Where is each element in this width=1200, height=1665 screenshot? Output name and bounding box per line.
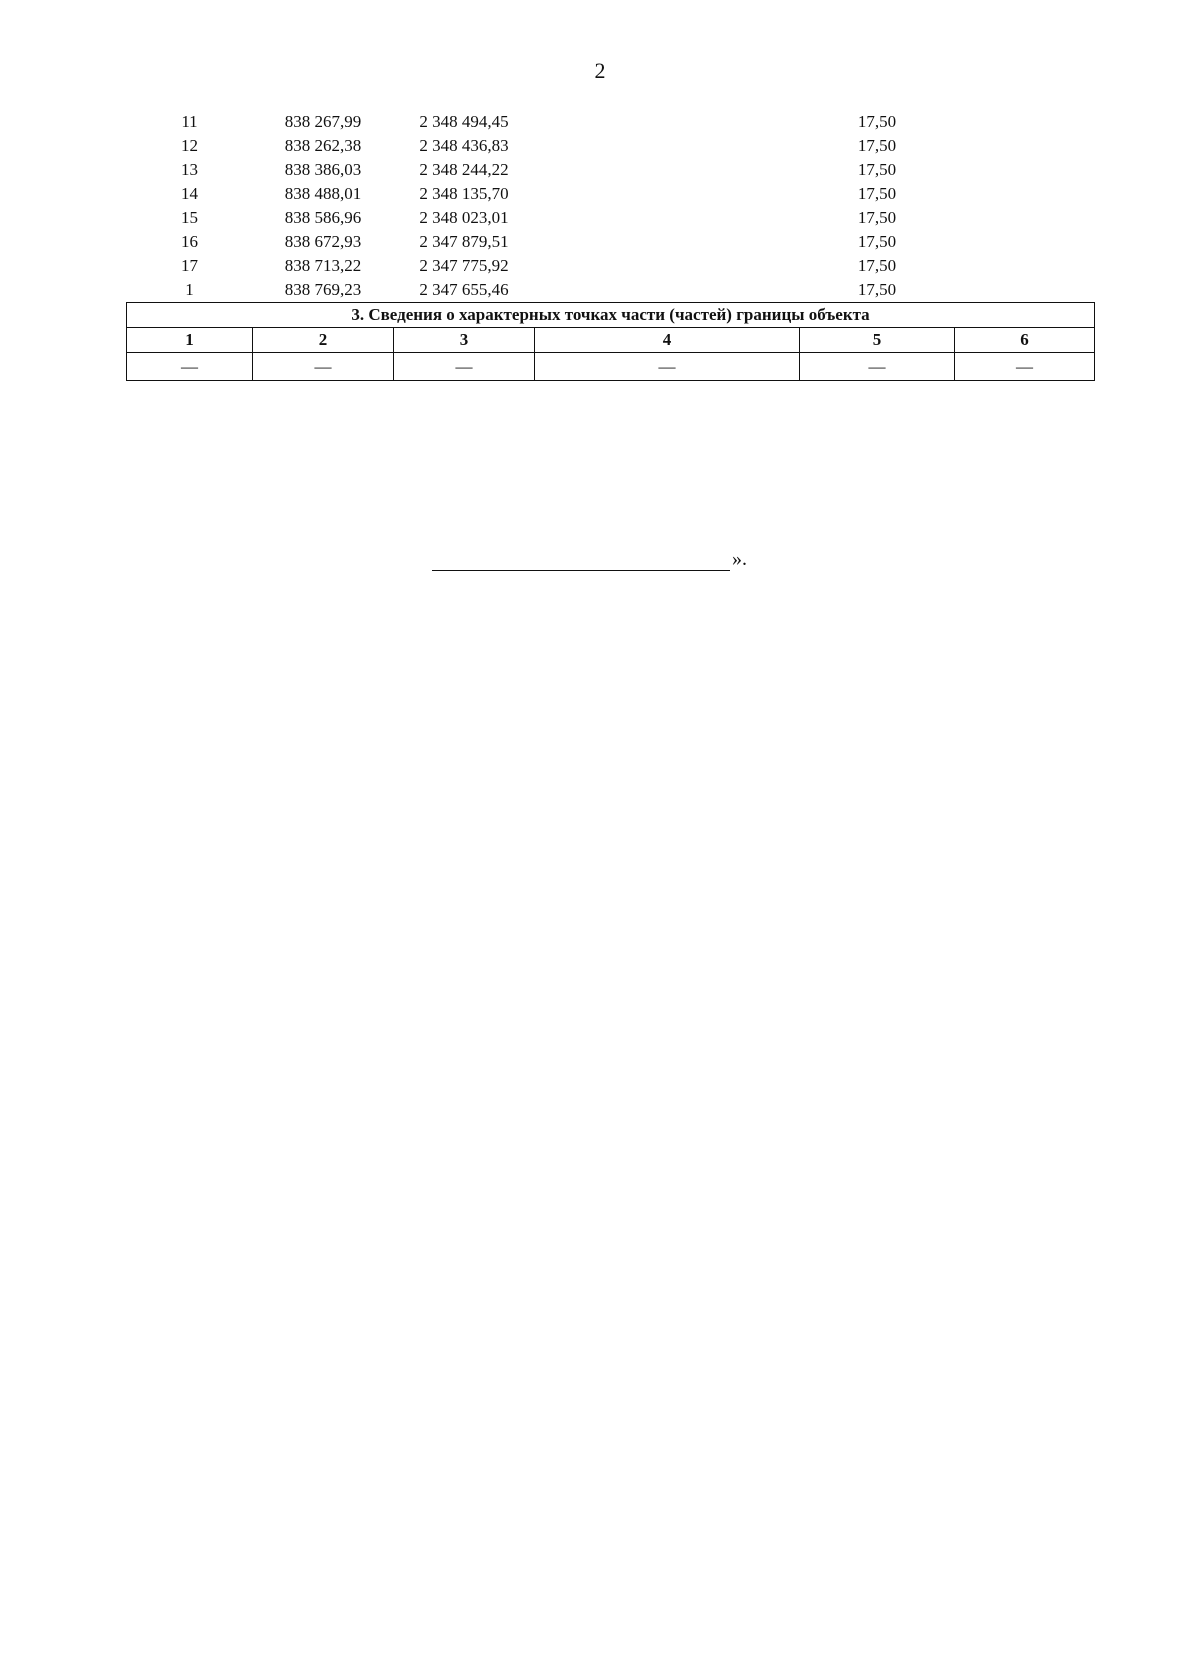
x-coordinate-cell: 838 672,93 bbox=[284, 232, 362, 251]
dash-cell: — bbox=[535, 353, 800, 381]
coordinates-table-sheet bbox=[126, 110, 1094, 381]
empty-cell bbox=[955, 278, 1095, 303]
y-coordinate-cell: 2 347 879,51 bbox=[419, 232, 509, 251]
empty-cell bbox=[535, 158, 800, 182]
blank-underline bbox=[432, 550, 730, 571]
point-number-cell: 17 bbox=[181, 256, 198, 275]
x-coordinate-cell: 838 386,03 bbox=[284, 160, 362, 179]
dash-cell: — bbox=[800, 353, 955, 381]
table-row bbox=[127, 182, 1095, 206]
x-coordinate-cell: 838 586,96 bbox=[284, 208, 362, 227]
value-cell: 17,50 bbox=[857, 208, 897, 227]
coordinates-table bbox=[126, 110, 1095, 381]
y-coordinate-cell: 2 347 775,92 bbox=[419, 256, 509, 275]
y-coordinate-cell: 2 348 436,83 bbox=[419, 136, 509, 155]
column-number: 4 bbox=[535, 328, 800, 353]
empty-cell bbox=[955, 254, 1095, 278]
value-cell: 17,50 bbox=[857, 232, 897, 251]
point-number-cell: 12 bbox=[181, 136, 198, 155]
point-number-cell: 16 bbox=[181, 232, 198, 251]
x-coordinate-cell: 838 769,23 bbox=[284, 280, 362, 299]
empty-cell bbox=[955, 134, 1095, 158]
empty-cell bbox=[535, 278, 800, 303]
empty-cell bbox=[535, 254, 800, 278]
empty-cell bbox=[955, 206, 1095, 230]
column-number-row bbox=[127, 328, 1095, 353]
page-number: 2 bbox=[594, 58, 606, 83]
y-coordinate-cell: 2 347 655,46 bbox=[419, 280, 509, 299]
table-row bbox=[127, 110, 1095, 134]
empty-cell bbox=[535, 230, 800, 254]
closing-line bbox=[432, 548, 747, 571]
table-row bbox=[127, 134, 1095, 158]
table-row bbox=[127, 278, 1095, 303]
dash-cell: — bbox=[253, 353, 394, 381]
point-number-cell: 15 bbox=[181, 208, 198, 227]
table-row bbox=[127, 158, 1095, 182]
empty-cell bbox=[955, 110, 1095, 134]
coordinates-rows bbox=[127, 110, 1095, 303]
empty-cell bbox=[955, 158, 1095, 182]
value-cell: 17,50 bbox=[857, 136, 897, 155]
column-number: 1 bbox=[127, 328, 253, 353]
empty-cell bbox=[955, 230, 1095, 254]
point-number-cell: 14 bbox=[181, 184, 198, 203]
value-cell: 17,50 bbox=[857, 160, 897, 179]
x-coordinate-cell: 838 262,38 bbox=[284, 136, 362, 155]
empty-cell bbox=[535, 110, 800, 134]
point-number-cell: 11 bbox=[181, 112, 198, 131]
table-row bbox=[127, 230, 1095, 254]
column-number: 6 bbox=[955, 328, 1095, 353]
table-row bbox=[127, 254, 1095, 278]
empty-cell bbox=[955, 182, 1095, 206]
point-number-cell: 13 bbox=[181, 160, 198, 179]
x-coordinate-cell: 838 713,22 bbox=[284, 256, 362, 275]
column-number: 2 bbox=[253, 328, 394, 353]
point-number-cell: 1 bbox=[185, 280, 194, 299]
y-coordinate-cell: 2 348 494,45 bbox=[419, 112, 509, 131]
dash-cell: — bbox=[394, 353, 535, 381]
y-coordinate-cell: 2 348 023,01 bbox=[419, 208, 509, 227]
value-cell: 17,50 bbox=[857, 256, 897, 275]
value-cell: 17,50 bbox=[857, 280, 897, 299]
column-number: 5 bbox=[800, 328, 955, 353]
x-coordinate-cell: 838 488,01 bbox=[284, 184, 362, 203]
empty-cell bbox=[535, 206, 800, 230]
closing-quote: ». bbox=[732, 548, 747, 570]
column-number: 3 bbox=[394, 328, 535, 353]
y-coordinate-cell: 2 348 135,70 bbox=[419, 184, 509, 203]
value-cell: 17,50 bbox=[857, 184, 897, 203]
dash-cell: — bbox=[955, 353, 1095, 381]
empty-row bbox=[127, 353, 1095, 381]
x-coordinate-cell: 838 267,99 bbox=[284, 112, 362, 131]
empty-cell bbox=[535, 182, 800, 206]
y-coordinate-cell: 2 348 244,22 bbox=[419, 160, 509, 179]
empty-cell bbox=[535, 134, 800, 158]
value-cell: 17,50 bbox=[857, 112, 897, 131]
table-row bbox=[127, 206, 1095, 230]
dash-cell: — bbox=[127, 353, 253, 381]
section-title: 3. Сведения о характерных точках части (частей) границы объекта bbox=[127, 303, 1095, 328]
